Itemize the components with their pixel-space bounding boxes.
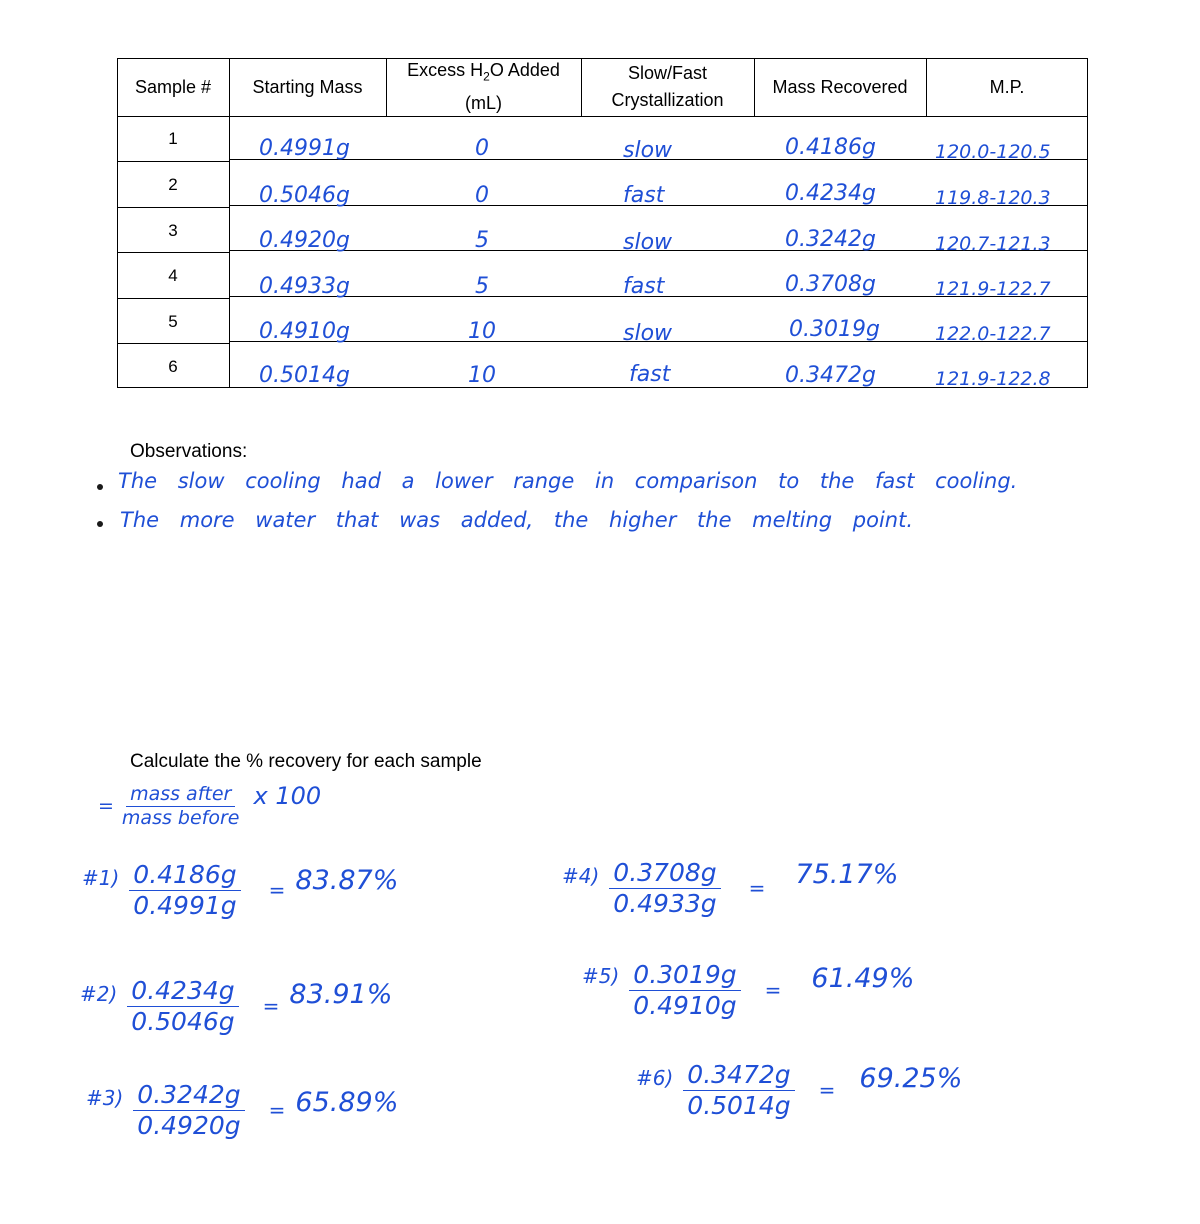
- calculation-item: [582, 960, 914, 1020]
- bullet-icon: [97, 484, 103, 490]
- calc-result: 61.49%: [811, 962, 915, 994]
- rate-cell: fast: [629, 362, 671, 387]
- formula-denominator: mass before: [121, 807, 240, 829]
- row-divider: [117, 207, 229, 208]
- calc-numerator: 0.4186g: [129, 860, 240, 891]
- sample-number: 1: [168, 129, 178, 148]
- header-excess-water-unit: (mL): [465, 93, 502, 114]
- calc-numerator: 0.3472g: [683, 1060, 794, 1091]
- formula: [98, 783, 321, 829]
- starting-mass-cell: 0.4920g: [259, 228, 350, 253]
- calc-equals: =: [262, 994, 280, 1018]
- calculation-item: [86, 1080, 398, 1140]
- sample-number: 3: [168, 221, 178, 240]
- observation-item: The slow cooling had a lower range in comparison to the fast cooling.: [118, 469, 1018, 493]
- starting-mass-cell: 0.5046g: [259, 183, 350, 208]
- recovered-cell: 0.4186g: [785, 135, 876, 160]
- mp-cell: 121.9-122.7: [935, 278, 1051, 300]
- header-sample: Sample #: [134, 76, 212, 97]
- header-mp: M.P.: [989, 76, 1025, 97]
- calc-denominator: 0.4910g: [633, 991, 737, 1020]
- calc-label: #4): [562, 864, 600, 888]
- water-cell: 5: [475, 228, 489, 253]
- bullet-icon: [97, 521, 103, 527]
- rate-cell: fast: [623, 183, 665, 208]
- sample-number: 4: [168, 266, 178, 285]
- water-cell: 0: [475, 136, 489, 161]
- calc-fraction: [629, 960, 740, 1020]
- calc-label: #6): [636, 1066, 674, 1090]
- header-starting-mass: Starting Mass: [252, 76, 363, 97]
- calculation-title: Calculate the % recovery for each sample: [130, 751, 482, 772]
- calc-equals: =: [268, 878, 286, 902]
- sample-number: 2: [168, 175, 178, 194]
- calc-equals: =: [268, 1098, 286, 1122]
- lab-data-table: [117, 58, 1088, 388]
- observations-title: Observations:: [130, 441, 248, 462]
- calc-denominator: 0.5014g: [687, 1091, 791, 1120]
- calc-label: #1): [82, 866, 120, 890]
- formula-numerator: mass after: [126, 783, 235, 807]
- water-cell: 0: [475, 183, 489, 208]
- mp-cell: 121.9-122.8: [935, 368, 1051, 390]
- calc-result: 69.25%: [859, 1062, 963, 1094]
- header-excess-water-subscript: 2: [483, 69, 490, 84]
- calc-numerator: 0.3242g: [133, 1080, 244, 1111]
- calc-equals: =: [748, 876, 766, 900]
- starting-mass-cell: 0.4933g: [259, 274, 350, 299]
- mp-cell: 120.7-121.3: [935, 233, 1051, 255]
- calc-label: #3): [86, 1086, 124, 1110]
- water-cell: 10: [468, 319, 496, 344]
- calc-result: 83.87%: [295, 864, 399, 896]
- calc-denominator: 0.4920g: [137, 1111, 241, 1140]
- sample-number: 5: [168, 312, 178, 331]
- sample-col-divider: [229, 116, 230, 388]
- water-cell: 5: [475, 274, 489, 299]
- starting-mass-cell: 0.4991g: [259, 136, 350, 161]
- header-mass-recovered: Mass Recovered: [772, 76, 908, 97]
- mp-cell: 119.8-120.3: [935, 187, 1051, 209]
- calc-denominator: 0.4933g: [613, 889, 717, 918]
- header-excess-water: [386, 58, 581, 116]
- header-excess-water-text2: O Added: [489, 59, 560, 80]
- water-cell: 10: [468, 363, 496, 388]
- calc-equals: =: [764, 978, 782, 1002]
- header-crystallization: [581, 58, 754, 116]
- header-crystallization-line2: Crystallization: [611, 90, 724, 110]
- calc-result: 75.17%: [795, 858, 899, 890]
- observation-item: The more water that was added, the higher the melting point.: [120, 508, 913, 532]
- calc-numerator: 0.3019g: [629, 960, 740, 991]
- calc-fraction: [133, 1080, 244, 1140]
- rate-cell: fast: [623, 274, 665, 299]
- calc-label: #2): [80, 982, 118, 1006]
- calculation-item: [80, 976, 392, 1036]
- calc-numerator: 0.3708g: [609, 858, 720, 889]
- starting-mass-cell: 0.5014g: [259, 363, 350, 388]
- row-divider: [117, 298, 229, 299]
- recovered-cell: 0.4234g: [785, 181, 876, 206]
- row-divider: [117, 161, 229, 162]
- recovered-cell: 0.3708g: [785, 272, 876, 297]
- calc-denominator: 0.5046g: [131, 1007, 235, 1036]
- header-crystallization-line1: Slow/Fast: [627, 63, 707, 83]
- header-divider: [117, 116, 1088, 117]
- recovered-cell: 0.3019g: [789, 317, 880, 342]
- recovered-cell: 0.3242g: [785, 227, 876, 252]
- calculation-item: [636, 1060, 962, 1120]
- calc-fraction: [127, 976, 238, 1036]
- calc-fraction: [609, 858, 720, 918]
- calculation-item: [562, 858, 898, 918]
- rate-cell: slow: [623, 321, 673, 346]
- sample-number: 6: [168, 357, 178, 376]
- mp-cell: 122.0-122.7: [935, 323, 1051, 345]
- calc-label: #5): [582, 964, 620, 988]
- formula-multiplier: x 100: [253, 782, 322, 810]
- calc-fraction: [129, 860, 240, 920]
- starting-mass-cell: 0.4910g: [259, 319, 350, 344]
- calc-fraction: [683, 1060, 794, 1120]
- calc-numerator: 0.4234g: [127, 976, 238, 1007]
- row-divider: [117, 343, 229, 344]
- rate-cell: slow: [623, 138, 673, 163]
- row-divider: [117, 252, 229, 253]
- header-excess-water-text: Excess H: [407, 59, 484, 80]
- rate-cell: slow: [623, 230, 673, 255]
- calc-equals: =: [818, 1078, 836, 1102]
- calculation-item: [82, 860, 398, 920]
- formula-fraction: [122, 783, 240, 829]
- mp-cell: 120.0-120.5: [935, 141, 1051, 163]
- calc-result: 65.89%: [295, 1086, 399, 1118]
- formula-equals: =: [98, 795, 114, 817]
- calc-result: 83.91%: [289, 978, 393, 1010]
- recovered-cell: 0.3472g: [785, 363, 876, 388]
- calc-denominator: 0.4991g: [133, 891, 237, 920]
